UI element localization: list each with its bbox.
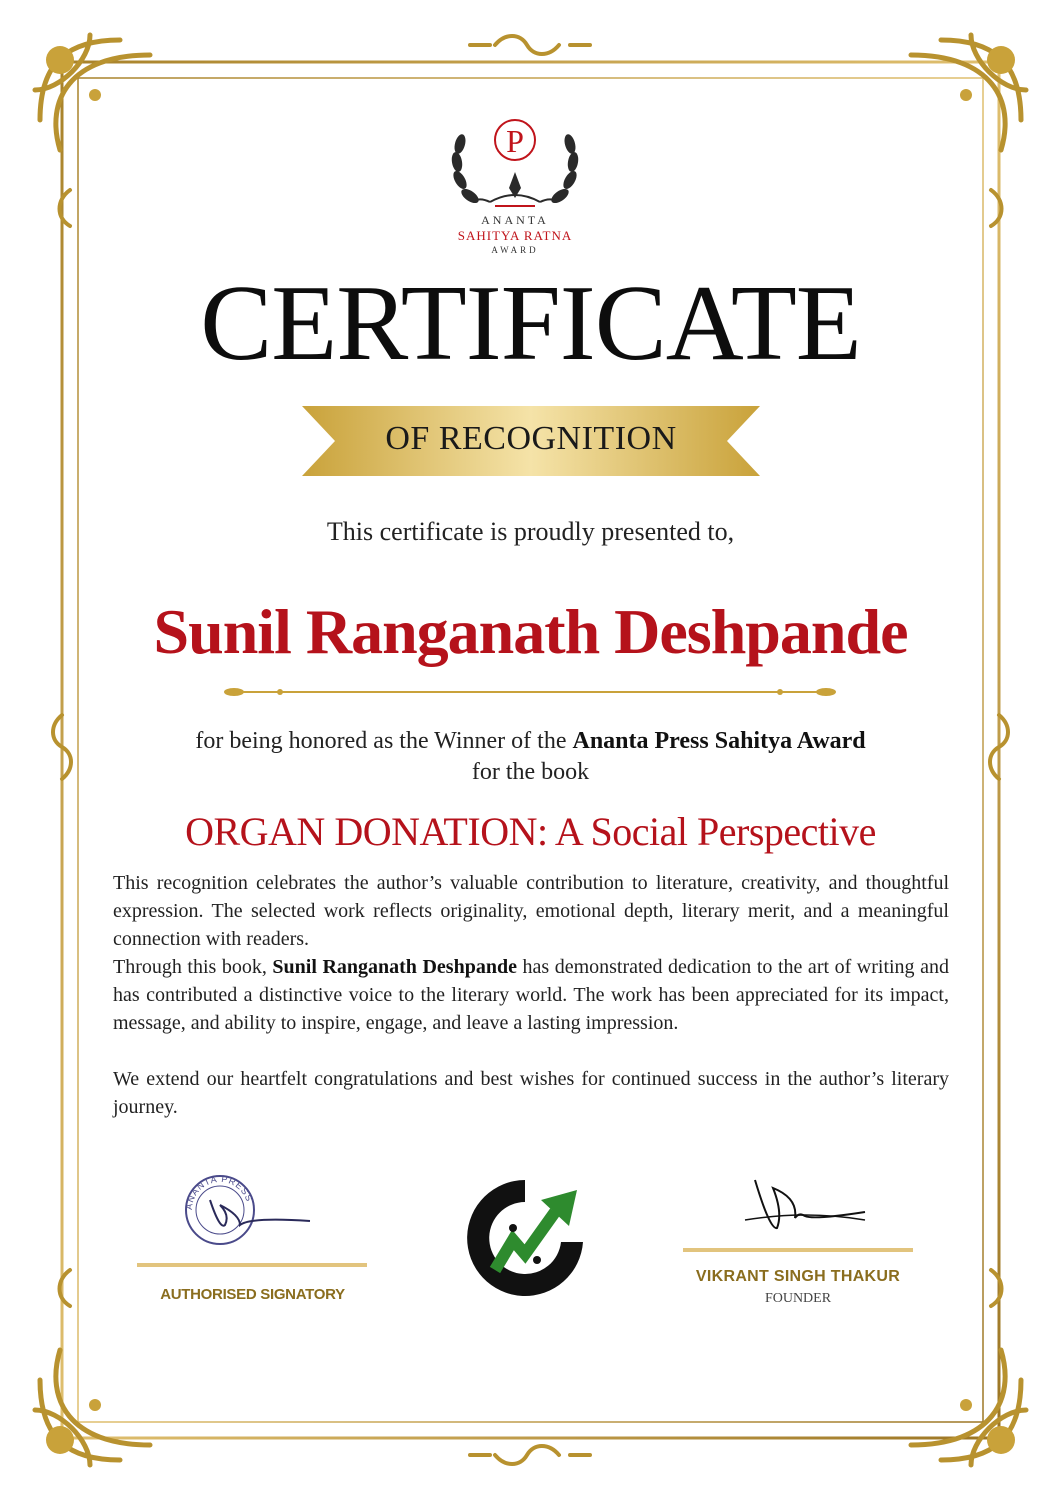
- signature-line-right: [683, 1248, 913, 1252]
- para2-suffix: has demonstrated dedication to the art of writing and has contributed a distinctive voice to the literary world. The work has been appreciated for its impact, message, and ability to inspire, engage, and leave a lasting impression.: [113, 956, 949, 1034]
- certificate-title: CERTIFICATE: [200, 264, 861, 383]
- stamp-signature-icon: [180, 1170, 320, 1250]
- honor-suffix: for the book: [471, 759, 590, 785]
- body-paragraph-3: We extend our heartfelt congratulations and best wishes for continued success in the author’s literary journey.: [113, 1068, 949, 1118]
- authorised-signatory-label: AUTHORISED SIGNATORY: [160, 1286, 345, 1303]
- emblem-line2: SAHITYA RATNA: [457, 228, 573, 243]
- award-name: Ananta Press Sahitya Award: [572, 728, 866, 754]
- publisher-logo-icon: [455, 1170, 595, 1305]
- body-paragraph-1: This recognition celebrates the author’s valuable contribution to literature, creativity, and thoughtful expression. The selected work reflects originality, emotional depth, literary merit, and a meaningful connection with readers.: [113, 872, 949, 950]
- svg-text:P: P: [506, 123, 524, 159]
- founder-name: VIKRANT SINGH THAKUR: [695, 1268, 901, 1285]
- honor-prefix: for being honored as the Winner of the: [195, 728, 573, 754]
- certificate-body: [113, 869, 949, 1121]
- laurel-wreath-icon: [440, 110, 590, 220]
- founder-signature-icon: [735, 1170, 875, 1240]
- presented-to-text: This certificate is proudly presented to,: [326, 517, 735, 546]
- signature-line-left: [137, 1263, 367, 1267]
- recipient-name: Sunil Ranganath Deshpande: [153, 596, 908, 667]
- ornamental-divider: [222, 682, 838, 702]
- book-title: ORGAN DONATION: A Social Perspective: [185, 809, 876, 854]
- para2-name: Sunil Ranganath Deshpande: [272, 956, 517, 978]
- award-emblem: [440, 110, 590, 280]
- founder-role: FOUNDER: [764, 1291, 832, 1306]
- emblem-line1: ANANTA: [481, 213, 549, 227]
- svg-text:ANANTA PRESS: ANANTA PRESS: [183, 1173, 255, 1211]
- emblem-line3: AWARD: [491, 245, 539, 255]
- body-paragraph-2: [113, 953, 949, 1037]
- honor-statement: [100, 726, 961, 788]
- para2-prefix: Through this book,: [113, 956, 273, 978]
- certificate-subtitle: OF RECOGNITION: [385, 420, 677, 457]
